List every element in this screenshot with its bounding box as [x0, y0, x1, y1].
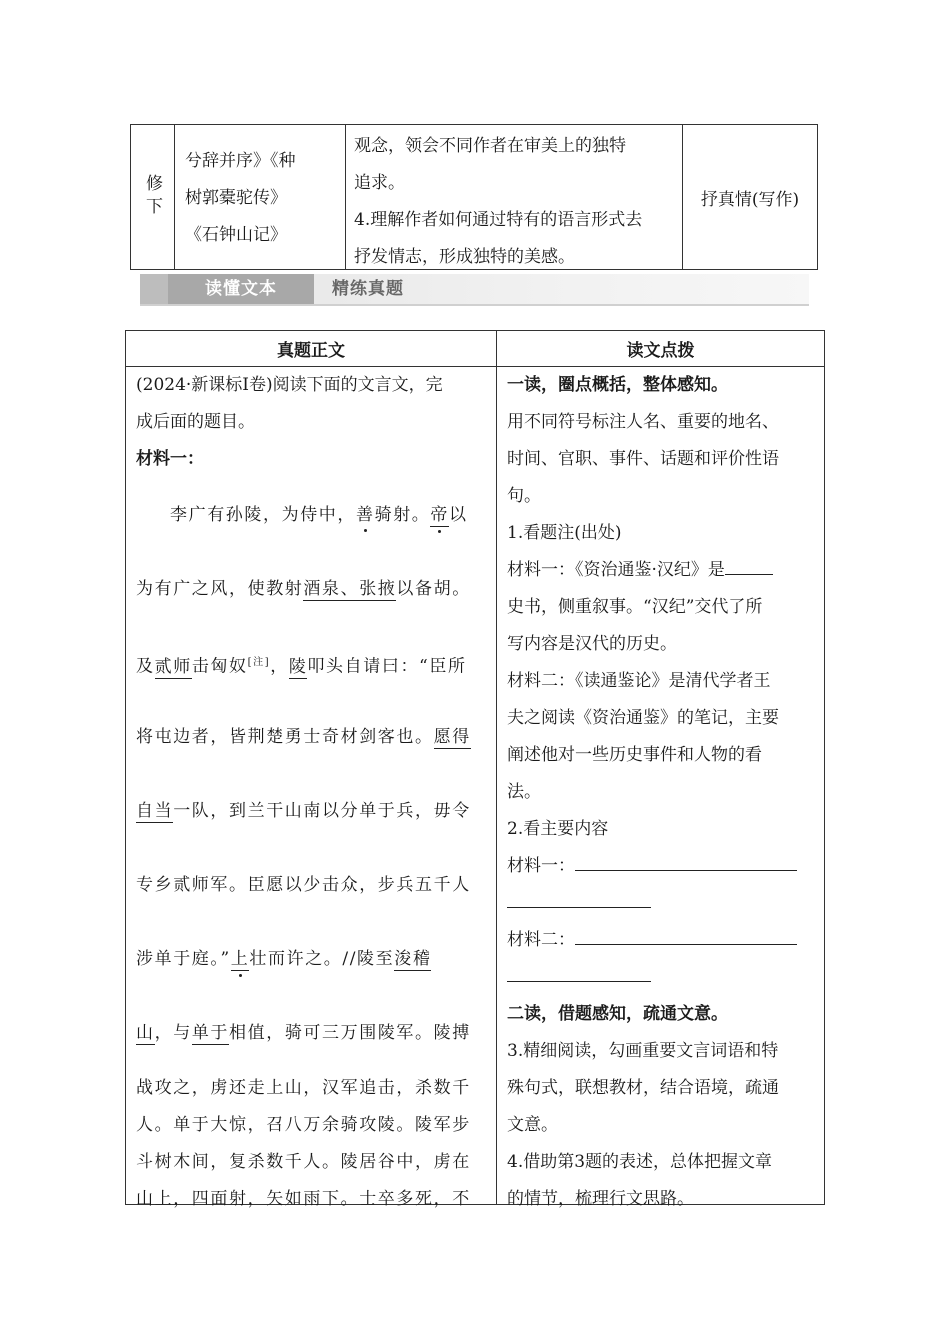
- passage-line: 山上，四面射，矢如雨下。士卒多死，不: [136, 1189, 471, 1209]
- passage-text: 涉单于庭。”: [136, 949, 231, 969]
- passage-text: 击匈奴: [191, 656, 248, 677]
- task-cell: [683, 125, 817, 269]
- underlined-name: 陵: [288, 656, 308, 677]
- underlined-phrase: 愿得: [433, 727, 471, 747]
- table-header: [126, 331, 824, 367]
- passage-text: 专乡贰师军。: [136, 875, 248, 895]
- passage-text: 叩头自请曰：“臣所: [307, 656, 467, 677]
- header-text-column: 真题正文: [126, 331, 497, 366]
- title-line: 树郭橐驼传》: [185, 188, 287, 208]
- passage-line: [136, 478, 486, 552]
- answer-blank[interactable]: [725, 556, 773, 575]
- intro-line: 成后面的题目。: [136, 412, 255, 432]
- passage-text: 将屯边者，皆荆楚勇士奇材剑客也。: [136, 727, 434, 747]
- intro-line: (2024·新课标Ⅰ卷)阅读下面的文言文，完: [136, 375, 443, 395]
- guide-line: 时间、官职、事件、话题和评价性语: [507, 449, 779, 469]
- step-one-title: 一读，圈点概括，整体感知。: [507, 375, 728, 395]
- passage-text: 相值，骑可三万围陵军。陵搏: [229, 1023, 471, 1043]
- guide-line: [507, 922, 814, 959]
- task-label: 抒真情(写作): [700, 189, 800, 210]
- tab-practice[interactable]: 精练真题: [332, 279, 404, 299]
- guide-line: 的情节，梳理行文思路。: [507, 1189, 694, 1209]
- dotted-word: 善: [356, 505, 375, 525]
- title-line: 兮辞并序》《种: [185, 151, 296, 171]
- passage-text: 骑射。: [374, 505, 431, 525]
- section-banner: [140, 274, 809, 304]
- passage-line: [136, 552, 486, 626]
- guide-line: [507, 552, 814, 589]
- underlined-word: 帝: [430, 505, 450, 525]
- step-two-title: 二读，借题感知，疏通文意。: [507, 1004, 728, 1024]
- underlined-place: 浚稽: [394, 949, 432, 969]
- answer-blank[interactable]: [507, 963, 651, 982]
- underlined-name: 贰师: [154, 656, 192, 677]
- stage-label: 修下: [142, 174, 162, 220]
- guide-line: 句。: [507, 486, 541, 506]
- guide-line: 史书，侧重叙事。“汉纪”交代了所: [507, 597, 763, 617]
- curriculum-table-row: [130, 124, 818, 270]
- goal-line: 观念，领会不同作者在审美上的独特: [354, 136, 626, 156]
- passage-line: [136, 848, 486, 922]
- passage-line: [136, 922, 486, 996]
- passage-text: ，与: [154, 1023, 192, 1043]
- passage-text: 一队，到兰干山南以分单于兵，: [173, 801, 434, 821]
- passage-text: 毋令: [433, 801, 471, 821]
- goal-line: 4.理解作者如何通过特有的语言形式去: [354, 210, 643, 230]
- guide-line: 法。: [507, 782, 541, 802]
- guide-line: 夫之阅读《资治通鉴》的笔记，主要: [507, 708, 779, 728]
- passage-line: [136, 700, 486, 774]
- guide-line: [507, 959, 814, 996]
- answer-blank[interactable]: [507, 889, 651, 908]
- guide-line: 文意。: [507, 1115, 558, 1135]
- title-line: 《石钟山记》: [185, 225, 287, 245]
- passage-text: 为有广之风，使教射: [136, 579, 304, 599]
- passage-line: 战攻之，虏还走上山，汉军追击，杀数千: [136, 1078, 471, 1098]
- tab-read-text[interactable]: 读懂文本: [168, 274, 314, 304]
- guide-line: [507, 848, 814, 885]
- material-label: 材料一：: [136, 449, 204, 469]
- banner-divider: [140, 304, 809, 306]
- banner-accent: [140, 274, 168, 304]
- passage-line: 斗树木间，复杀数千人。陵居谷中，虏在: [136, 1152, 471, 1172]
- passage-text: ，: [270, 656, 289, 677]
- guide-text: 材料一：: [507, 856, 575, 876]
- goals-cell: [346, 125, 683, 269]
- underlined-place: 酒泉、张掖: [303, 579, 397, 599]
- goal-line: 追求。: [354, 173, 405, 193]
- guide-line: 3.精细阅读，勾画重要文言词语和特: [507, 1041, 779, 1061]
- guide-column: [497, 367, 824, 1209]
- guide-line: 4.借助第3题的表述，总体把握文章: [507, 1152, 773, 1172]
- guide-line: 用不同符号标注人名、重要的地名、: [507, 412, 779, 432]
- underlined-phrase: 自当: [136, 801, 174, 821]
- stage-cell: [131, 125, 175, 269]
- guide-line: 材料二：《读通鉴论》是清代学者王: [507, 671, 771, 691]
- guide-line: 写内容是汉代的历史。: [507, 634, 677, 654]
- passage-line: [136, 996, 486, 1070]
- underlined-place: 山: [136, 1023, 155, 1043]
- passage-text: 臣愿以少击众，步兵五千人: [247, 875, 471, 895]
- goal-line: 抒发情志，形成独特的美感。: [354, 247, 575, 267]
- guide-text: 材料一：《资治通鉴·汉纪》是: [507, 560, 725, 580]
- guide-line: 阐述他对一些历史事件和人物的看: [507, 745, 762, 765]
- answer-blank[interactable]: [575, 852, 797, 871]
- guide-line: 殊句式，联想教材，结合语境，疏通: [507, 1078, 779, 1098]
- passage-line: [136, 626, 486, 700]
- underlined-word: 上: [230, 949, 250, 969]
- guide-line: [507, 885, 814, 922]
- guide-text: 材料二：: [507, 930, 575, 950]
- passage-line: 人。单于大惊，召八万余骑攻陵。陵军步: [136, 1115, 471, 1135]
- question-one-title: 1.看题注(出处): [507, 523, 622, 543]
- question-two-title: 2.看主要内容: [507, 819, 609, 839]
- titles-cell: [175, 125, 346, 269]
- exam-table: [125, 330, 825, 1209]
- answer-blank[interactable]: [575, 926, 797, 945]
- passage-line: [136, 774, 486, 848]
- passage-text: 李广有孙陵，为侍中，: [170, 505, 356, 525]
- underlined-name: 单于: [191, 1023, 230, 1043]
- passage-text: 以: [449, 505, 468, 525]
- footnote-marker[interactable]: [注]: [247, 657, 271, 668]
- passage-text: 及: [136, 656, 155, 677]
- passage-column: [126, 367, 497, 1209]
- passage-text: 壮而许之。//陵至: [249, 949, 395, 969]
- table-body: [126, 367, 824, 1209]
- header-guide-column: 读文点拨: [626, 341, 695, 361]
- passage-text: 以备胡。: [396, 579, 471, 599]
